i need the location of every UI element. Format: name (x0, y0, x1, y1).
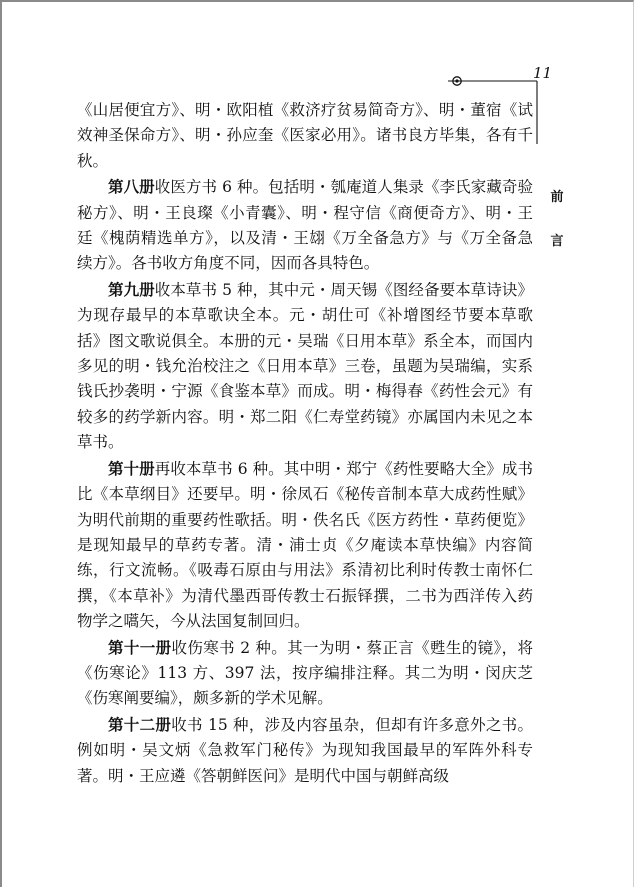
side-label-char: 言 (550, 234, 564, 249)
volume-heading: 第十一册 (108, 637, 172, 657)
paragraph (77, 712, 533, 789)
section-side-label (546, 176, 568, 264)
volume-heading: 第十册 (108, 458, 155, 478)
paragraph-text: 《山居便宜方》、明・欧阳植《救济疗贫易简奇方》、明・董宿《试效神圣保命方》、明・孙应奎《医家必用》。诸书良方毕集，各有千秋。 (77, 101, 533, 170)
paragraph (77, 98, 533, 174)
paragraph-text: 收伤寒书 2 种。其一为明・蔡正言《甦生的镜》，将《伤寒论》113 方、397 法，按序编排注释。其二为明・闵庆芝《伤寒阐要编》，颇多新的学术见解。 (77, 638, 533, 708)
body-text (77, 98, 533, 789)
paragraph-text: 收本草书 5 种，其中元・周天锡《图经备要本草诗诀》为现存最早的本草歌诀全本。元・胡仕可《补增图经节要本草歌括》图文歌说俱全。本册的元・吴瑞《日用本草》系全本，而国内多见的明・钱允治校注之《日用本草》三卷，虽题为吴瑞编，实系钱氏抄袭明・宁源《食鉴本草》而成。明・梅得春《药性会元》有较多的药学新内容。明・郑二阳《仁寿堂药镜》亦属国内未见之本草书。 (77, 280, 533, 452)
paragraph-text: 收书 15 种，涉及内容虽杂，但却有许多意外之书。例如明・吴文炳《急救军门秘传》为现知我国最早的军阵外科专著。明・王应遴《答朝鲜医问》是明代中国与朝鲜高级 (77, 715, 533, 785)
paragraph (77, 635, 533, 712)
paragraph (77, 456, 533, 635)
side-label-char: 前 (550, 190, 564, 205)
paragraph-text: 收医方书 6 种。包括明・瓠庵道人集录《李氏家藏奇验秘方》、明・王良璨《小青囊》、明・程守信《商便奇方》、明・王廷《槐荫精选单方》，以及清・王翃《万全备急方》与《万全备急续方》。各书收方角度不同，因而各具特色。 (77, 178, 533, 273)
page-number: 11 (533, 64, 553, 82)
paragraph (77, 277, 533, 456)
volume-heading: 第八册 (108, 177, 155, 197)
paragraph (77, 174, 533, 277)
volume-heading: 第十二册 (108, 714, 172, 734)
volume-heading: 第九册 (108, 279, 155, 299)
paragraph-text: 再收本草书 6 种。其中明・郑宁《药性要略大全》成书比《本草纲目》还要早。明・徐凤石《秘传音制本草大成药性赋》为明代前期的重要药性歌括。明・佚名氏《医方药性・草药便览》是现知最早的草药专著。清・浦士贞《夕庵读本草快编》内容简练，行文流畅。《吸毒石原由与用法》系清初比利时传教士南怀仁撰，《本草补》为清代墨西哥传教士石振铎撰，二书为西洋传入药物学之嚆矢，今从法国复制回归。 (77, 459, 533, 631)
